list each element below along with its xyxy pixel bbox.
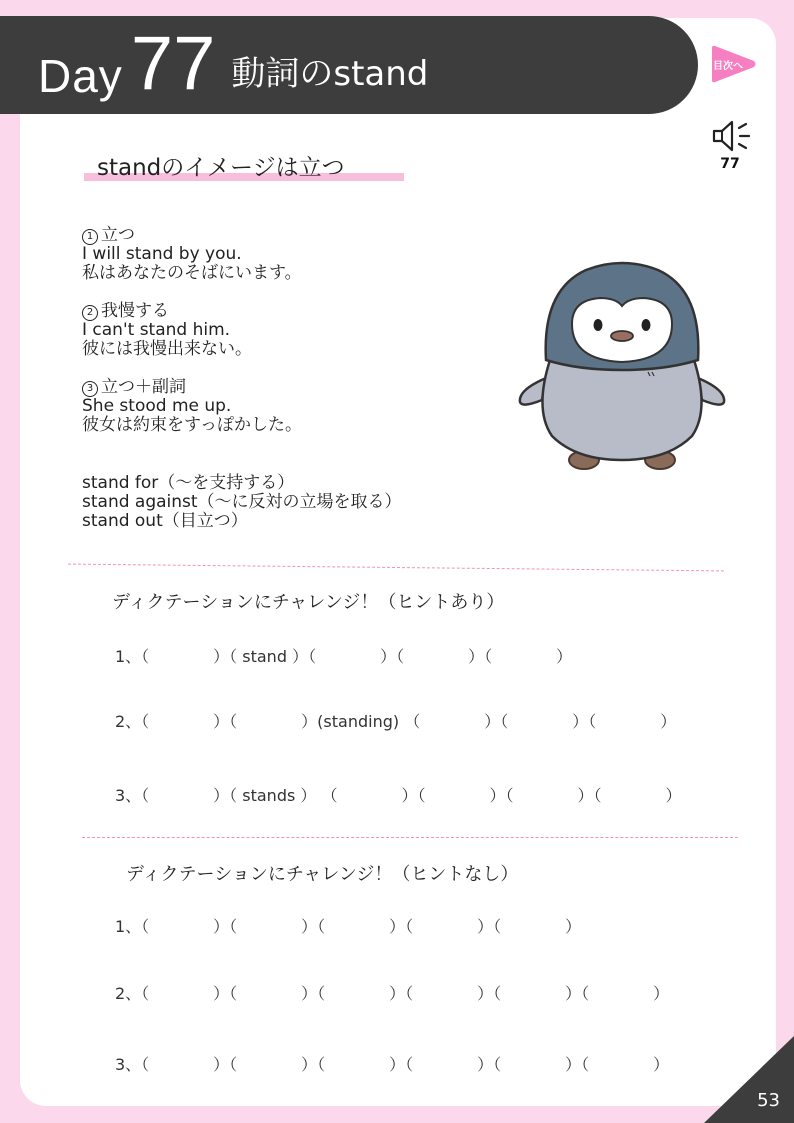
dictation-line[interactable]: 1、（ ）（ ）（ ）（ ）（ ） <box>115 917 582 936</box>
example-japanese: 私はあなたのそばにいます。 <box>82 263 302 283</box>
definition-entry <box>82 302 302 359</box>
page-number: 53 <box>757 1090 780 1111</box>
corner-triangle <box>704 1036 794 1123</box>
phrase-item: stand for（〜を支持する） <box>82 473 295 493</box>
definition-list <box>82 226 302 454</box>
table-of-contents-button[interactable] <box>710 44 758 84</box>
dictation-nohint-title: ディクテーションにチャレンジ！（ヒントなし） <box>126 864 519 885</box>
audio-play-button[interactable] <box>708 118 754 180</box>
meaning: 立つ <box>101 225 135 245</box>
dictation-line[interactable]: 3、（ ）（ ）（ ）（ ）（ ）（ ） <box>115 1055 670 1074</box>
phrase-item: stand against（〜に反対の立場を取る） <box>82 492 402 512</box>
speaker-icon <box>708 118 754 154</box>
example-japanese: 彼には我慢出来ない。 <box>82 339 252 359</box>
dictation-line[interactable]: 1、（ ）（ stand ）（ ）（ ）（ ） <box>115 647 573 666</box>
page-title: 動詞のstand <box>231 53 429 94</box>
number-badge: 3 <box>82 381 98 397</box>
day-number: 77 <box>130 21 216 106</box>
phrase-item: stand out（目立つ） <box>82 511 248 531</box>
day-header <box>0 16 698 114</box>
dictation-line[interactable]: 2、（ ）（ ）（ ）（ ）（ ）（ ） <box>115 984 670 1003</box>
number-badge: 2 <box>82 305 98 321</box>
definition-entry <box>82 378 302 435</box>
dictation-line[interactable]: 3、（ ）（ stands ） （ ）（ ）（ ）（ ） <box>115 786 682 805</box>
audio-track-number: 77 <box>720 156 740 172</box>
example-japanese: 彼女は約束をすっぽかした。 <box>82 415 302 435</box>
page-number-corner <box>704 1036 794 1123</box>
example-english: I will stand by you. <box>82 244 242 264</box>
section-title: standのイメージは立つ <box>97 155 345 181</box>
table-of-contents-label: 目次へ <box>713 61 743 72</box>
dictation-line[interactable]: 2、（ ）（ ）(standing) （ ）（ ）（ ） <box>115 712 677 731</box>
number-badge: 1 <box>82 229 98 245</box>
dictation-hint-title: ディクテーションにチャレンジ！（ヒントあり） <box>112 592 505 613</box>
example-english: I can't stand him. <box>82 320 231 340</box>
penguin-illustration <box>516 260 728 476</box>
example-english: She stood me up. <box>82 396 232 416</box>
dashed-divider <box>82 837 738 838</box>
definition-entry <box>82 226 302 283</box>
meaning: 我慢する <box>101 301 169 321</box>
meaning: 立つ＋副詞 <box>101 377 186 397</box>
day-label: Day <box>38 50 123 102</box>
phrase-list <box>82 474 402 531</box>
